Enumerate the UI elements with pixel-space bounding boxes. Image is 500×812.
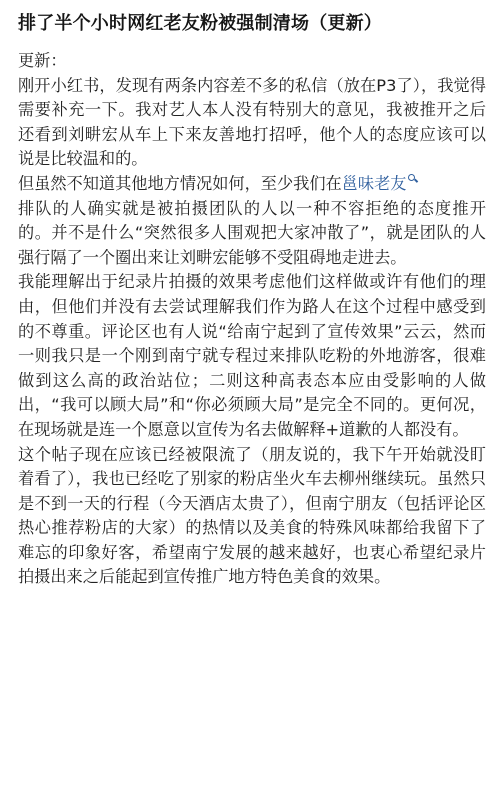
post-title: 排了半个小时网红老友粉被强制清场（更新） — [18, 13, 382, 34]
paragraph-private-messages: 刚开小红书，发现有两条内容差不多的私信（放在P3了），我觉得需要补充一下。我对艺人本人没有特别大的意见，我被推开之后还看到刘畊宏从车上下来友善地打招呼，他个人的态度应该可以说是比较温和的。 — [18, 75, 486, 169]
post-body — [18, 49, 486, 590]
paragraph-documentary: 我能理解出于纪录片拍摄的效果考虑他们这样做或许有他们的理由，但他们并没有去尝试理解我们作为路人在这个过程中感受到的不尊重。评论区也有人说“给南宁起到了宣传效果”云云，然而一则我只是一个刚到南宁就专程过来排队吃粉的外地游客，很难做到这么高的政治站位；二则这种高表态本应由受影响的人做出，“我可以顾大局”和“你必须顾大局”是完全不同的。更何况，在现场就是连一个愿意以宣传为名去做解释+道歉的人都没有。 — [18, 272, 486, 439]
search-icon — [408, 174, 417, 184]
paragraph-throttled: 这个帖子现在应该已经被限流了（朋友说的，我下午开始就没盯着看了），我也已经吃了别家的粉店坐火车去柳州继续玩。虽然只是不到一天的行程（今天酒店太贵了），但南宁朋友（包括评论区热心推荐粉店的大家）的热情以及美食的特殊风味都给我留下了难忘的印象好客，希望南宁发展的越来越好，也衷心希望纪录片拍摄出来之后能起到宣传推广地方特色美食的效果。 — [18, 444, 486, 587]
paragraph-queue-pushed: 排队的人确实就是被拍摄团队的人以一种不容拒绝的态度推开的。并不是什么“突然很多人围观把大家冲散了”，就是团队的人强行隔了一个圈出来让刘畊宏能够不受阻碍地走进去。 — [18, 198, 486, 267]
topic-line — [18, 172, 486, 197]
update-label: 更新： — [18, 51, 67, 70]
topic-link[interactable] — [342, 174, 417, 193]
topic-line-prefix: 但虽然不知道其他地方情况如何，至少我们在 — [18, 173, 342, 193]
topic-link-label: 邕味老友 — [341, 173, 407, 193]
